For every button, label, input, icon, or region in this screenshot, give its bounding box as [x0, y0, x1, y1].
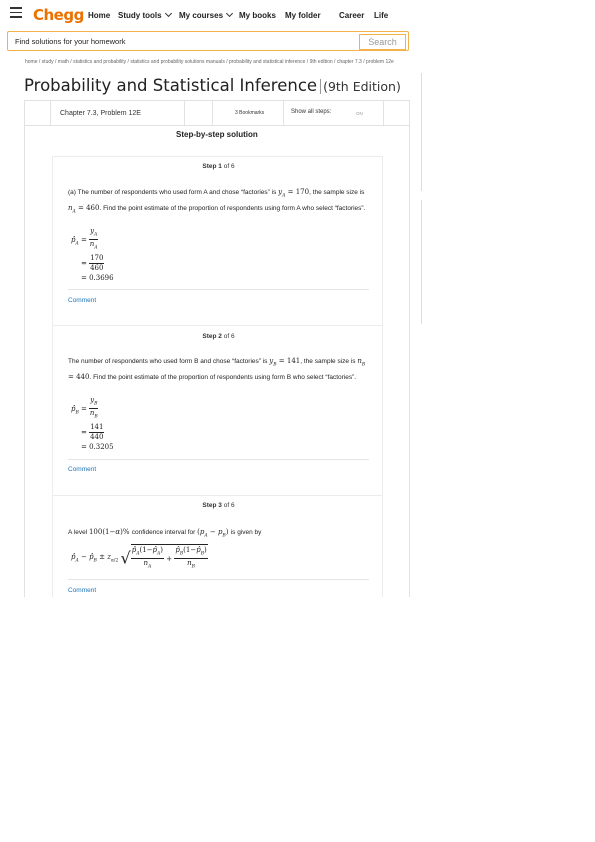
right-divider [421, 73, 422, 191]
right-divider [421, 200, 422, 324]
step-equation: $p̂_A$ − $p̂_B \pm z_{\alpha/2}$ √ $\frac{p̂_A(1-p̂_A)}{n_A}$ + $\frac{p̂_B(1-p̂_B)}{n_B}$ [71, 546, 207, 570]
solution-heading: Step-by-step solution [176, 130, 258, 139]
step-total: of 6 [223, 163, 235, 170]
step-header [53, 502, 384, 509]
divider [68, 289, 369, 290]
nav-my-courses[interactable] [179, 11, 232, 20]
chegg-logo[interactable]: Chegg [33, 6, 84, 24]
comment-link[interactable]: Comment [68, 587, 97, 594]
book-edition: (9th Edition) [320, 79, 401, 94]
comment-link[interactable]: Comment [68, 466, 97, 473]
chevron-down-icon [226, 10, 233, 17]
book-title: Probability and Statistical Inference [24, 76, 318, 95]
step-text-a: The number of respondents who used form B and chose “factories” is [68, 358, 268, 365]
tab-divider [212, 101, 213, 125]
solution-tabbar [24, 100, 410, 126]
nav-my-courses-label: My courses [179, 11, 224, 20]
step-text: The number of respondents who used form B and chose “factories” is $y_B = 141$, the sample size is $n_B = 440$. Find the point estimate of the proportion of respondents using form B who select “factories”. [68, 357, 366, 382]
menu-icon[interactable] [10, 7, 22, 19]
step-number: Step 1 [202, 163, 222, 170]
fraction-denominator: 460 [90, 263, 104, 272]
nav-my-folder[interactable]: My folder [285, 11, 321, 20]
step-text-a: (a) The number of respondents who used form A and chose “factories” is [68, 189, 277, 196]
step-text-b: , the sample size is [300, 358, 356, 365]
tab-divider [184, 101, 185, 125]
nav-home[interactable]: Home [88, 11, 111, 20]
step-equation: $p̂_B$ = $\frac{y_B}{n_B}$ = $\frac{141}{440}$ = 0.3205 [71, 396, 114, 451]
step-equation: $p̂_A$ = $\frac{y_A}{n_A}$ = $\frac{170}{460}$ = 0.3696 [71, 227, 114, 282]
nav-my-books[interactable]: My books [239, 11, 276, 20]
step-text: A level 100(1−α)% confidence interval for $(p_A - p_B)$ is given by [68, 528, 262, 539]
divider [68, 459, 369, 460]
step-header [53, 333, 384, 340]
show-all-steps-label: Show all steps: [291, 109, 332, 115]
search-input[interactable]: Find solutions for your homework [15, 37, 126, 46]
chevron-down-icon [165, 10, 172, 17]
step-card [52, 495, 383, 597]
n-value: 460 [86, 204, 100, 213]
nav-study-tools-label: Study tools [118, 11, 162, 20]
step-text-b: confidence interval for [131, 529, 196, 536]
step-text-b: , the sample size is [309, 189, 365, 196]
step-number: Step 2 [202, 333, 222, 340]
step-card [52, 156, 383, 326]
step-text: (a) The number of respondents who used form A and chose “factories” is $y_A = 170$, the sample size is $n_A = 460$. Find the point estimate of the proportion of respondents using form A who select “factories”. [68, 188, 366, 215]
y-value: 141 [286, 357, 301, 365]
page-title [24, 76, 401, 95]
y-value: 170 [295, 188, 310, 196]
tab-divider [383, 101, 384, 125]
fraction-denominator: 440 [90, 432, 104, 441]
chapter-problem-label[interactable]: Chapter 7.3, Problem 12E [60, 110, 141, 117]
step-total: of 6 [223, 333, 235, 340]
fraction-numerator: 141 [90, 422, 104, 431]
step-text-c: is given by [230, 529, 262, 536]
step-number: Step 3 [202, 502, 222, 509]
fraction-numerator: 170 [90, 253, 104, 262]
step-text-a: A level [68, 529, 88, 536]
top-nav [0, 0, 595, 30]
divider [68, 579, 369, 580]
search-button[interactable]: Search [359, 34, 406, 50]
tab-divider [283, 101, 284, 125]
comment-link[interactable]: Comment [68, 297, 97, 304]
bookmarks-count[interactable]: 3 Bookmarks [235, 110, 265, 116]
step-result: 0.3205 [89, 442, 114, 451]
nav-study-tools[interactable] [118, 11, 171, 20]
step-card [52, 325, 383, 496]
show-all-steps-toggle[interactable]: ON [356, 111, 363, 116]
step-header [53, 163, 384, 170]
step-text-c: . Find the point estimate of the proportion of respondents using form B who select “factories”. [89, 374, 357, 382]
nav-life[interactable]: Life [374, 11, 389, 20]
tab-divider [50, 101, 51, 125]
search-bar[interactable] [7, 31, 409, 51]
step-total: of 6 [223, 502, 235, 509]
step-text-c: . Find the point estimate of the proportion of respondents using form A who select “factories”. [99, 205, 366, 213]
step-result: 0.3696 [89, 273, 114, 282]
n-value: 440 [76, 373, 90, 382]
nav-career[interactable]: Career [339, 11, 365, 20]
breadcrumb[interactable]: home / study / math / statistics and probability / statistics and probability solutions manuals / probability and statistical inference / 9th edition / chapter 7.3 / problem 12e [25, 59, 394, 65]
